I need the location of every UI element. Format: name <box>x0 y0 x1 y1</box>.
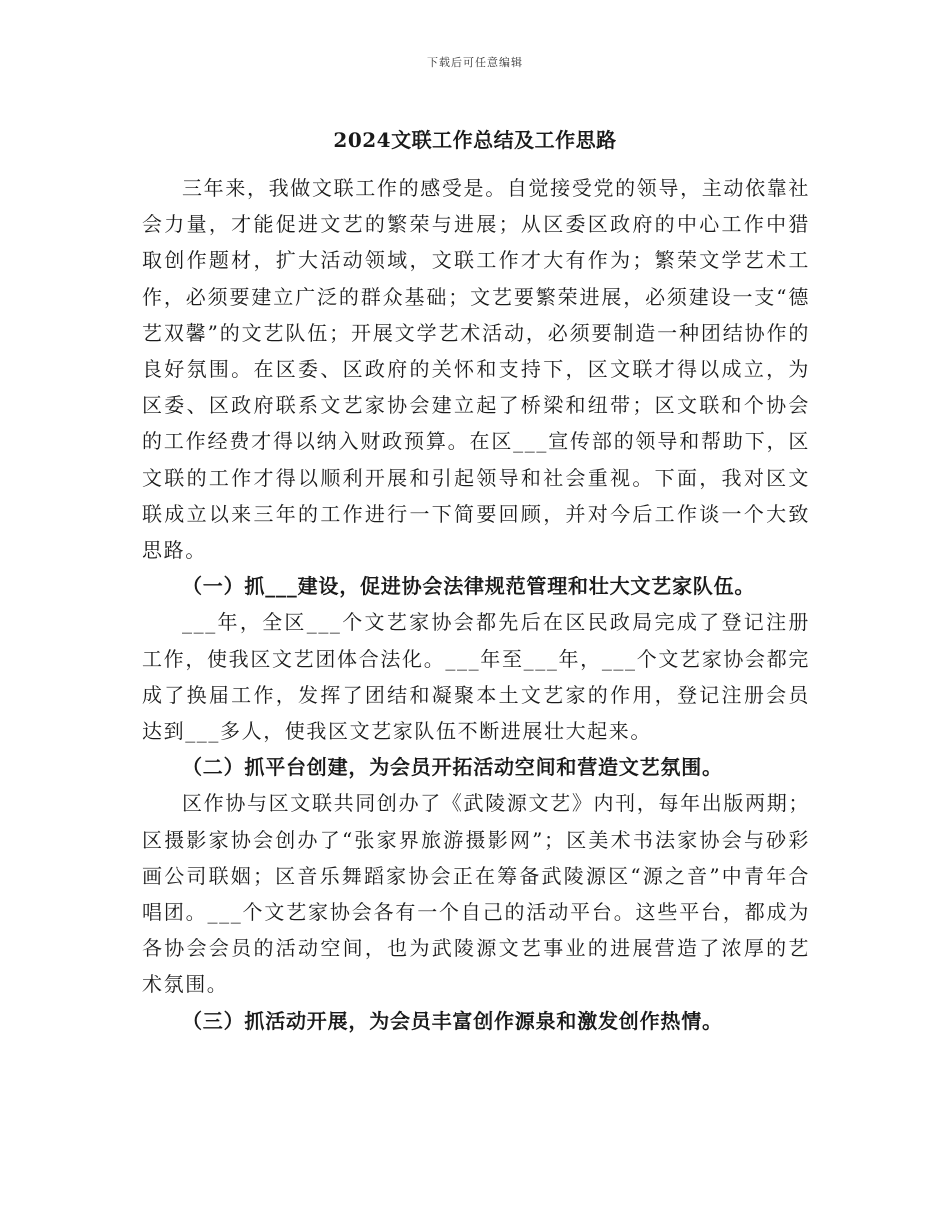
section-heading-3: （三）抓活动开展，为会员丰富创作源泉和激发创作热情。 <box>182 1008 723 1033</box>
paragraph-intro: 三年来，我做文联工作的感受是。自觉接受党的领导，主动依靠社会力量，才能促进文艺的繁荣与进展；从区委区政府的中心工作中猎取创作题材，扩大活动领域，文联工作才大有作为；繁荣文学艺术工作，必须要建立广泛的群众基础；文艺要繁荣进展，必须建设一支“德艺双馨”的文艺队伍；开展文学艺术活动，必须要制造一种团结协作的良好氛围。在区委、区政府的关怀和支持下，区文联才得以成立，为区委、区政府联系文艺家协会建立起了桥梁和纽带；区文联和个协会的工作经费才得以纳入财政预算。在区___宣传部的领导和帮助下，区文联的工作才得以顺利开展和引起领导和社会重视。下面，我对区文联成立以来三年的工作进行一下简要回顾，并对今后工作谈一个大致思路。 <box>142 176 810 563</box>
section-heading-2: （二）抓平台创建，为会员开拓活动空间和营造文艺氛围。 <box>182 755 723 780</box>
document-title: 2024文联工作总结及工作思路 <box>333 128 617 152</box>
header-note: 下载后可任意编辑 <box>427 56 523 69</box>
paragraph-section-2: 区作协与区文联共同创办了《武陵源文艺》内刊，每年出版两期；区摄影家协会创办了“张家界旅游摄影网”；区美术书法家协会与砂彩画公司联姻；区音乐舞蹈家协会正在筹备武陵源区“源之音”中青年合唱团。___个文艺家协会各有一个自己的活动平台。这些平台，都成为各协会会员的活动空间，也为武陵源文艺事业的进展营造了浓厚的艺术氛围。 <box>142 791 810 997</box>
paragraph-section-1: ___年，全区___个文艺家协会都先后在区民政局完成了登记注册工作，使我区文艺团体合法化。___年至___年，___个文艺家协会都完成了换届工作，发挥了团结和凝聚本土文艺家的作用，登记注册会员达到___多人，使我区文艺家队伍不断进展壮大起来。 <box>142 610 810 744</box>
document-body <box>142 170 810 1039</box>
section-heading-1: （一）抓___建设，促进协会法律规范管理和壮大文艺家队伍。 <box>182 574 756 599</box>
